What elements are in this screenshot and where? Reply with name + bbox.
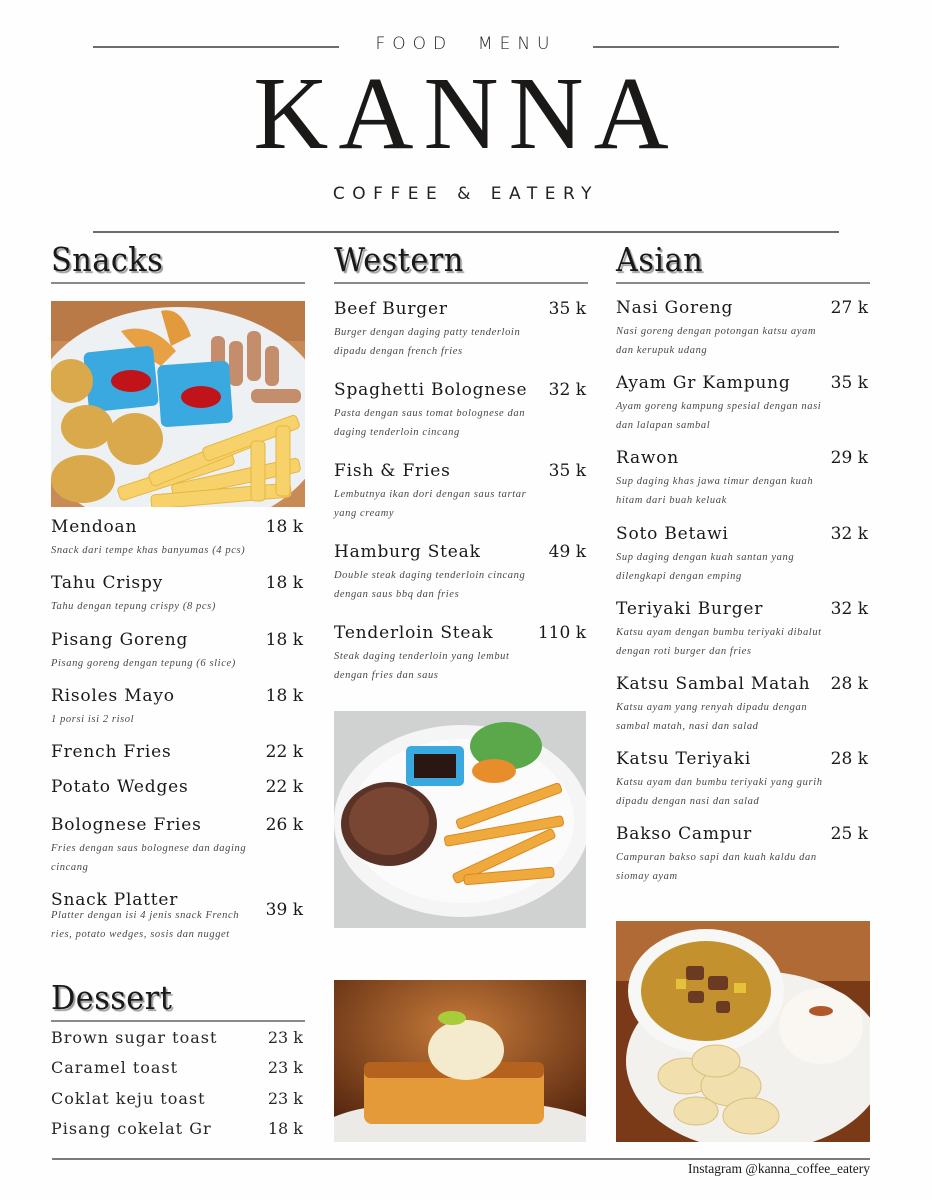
menu-item <box>51 573 305 616</box>
item-name: Tahu Crispy <box>51 573 164 593</box>
item-name: Coklat keju toast <box>51 1089 206 1108</box>
item-name: Teriyaki Burger <box>616 599 764 619</box>
item-name: Caramel toast <box>51 1058 179 1077</box>
item-price: 25 k <box>830 824 868 844</box>
item-name: Bakso Campur <box>616 824 753 844</box>
item-description: Double steak daging tenderloin cincang dengan saus bbq dan fries <box>334 570 526 600</box>
item-name: Katsu Teriyaki <box>616 749 752 769</box>
item-price: 110 k <box>537 623 586 643</box>
item-description: Pasta dengan saus tomat bolognese dan daging tenderloin cincang <box>334 408 526 438</box>
item-price: 26 k <box>265 815 303 835</box>
item-description: Steak daging tenderloin yang lembut dengan fries dan saus <box>334 651 510 681</box>
menu-item <box>616 599 870 661</box>
menu-item <box>616 674 870 736</box>
item-description: 1 porsi isi 2 risol <box>51 714 135 725</box>
menu-item <box>334 542 588 604</box>
item-description: Katsu ayam yang renyah dipadu dengan sambal matah, nasi dan salad <box>616 702 808 732</box>
item-description: Tahu dengan tepung crispy (8 pcs) <box>51 601 216 612</box>
item-name: Beef Burger <box>334 299 448 319</box>
item-description: Pisang goreng dengan tepung (6 slice) <box>51 658 236 669</box>
item-price: 18 k <box>265 517 303 537</box>
brand-name: KANNA <box>253 56 679 171</box>
item-name: Mendoan <box>51 517 138 537</box>
item-name: Potato Wedges <box>51 777 189 797</box>
item-price: 27 k <box>830 298 868 318</box>
item-price: 32 k <box>830 599 868 619</box>
soto-photo <box>616 921 870 1142</box>
item-name: Snack Platter <box>51 890 179 910</box>
menu-item <box>334 299 588 361</box>
item-description: Ayam goreng kampung spesial dengan nasi dan lalapan sambal <box>616 401 822 431</box>
item-name: Brown sugar toast <box>51 1028 218 1047</box>
item-price: 29 k <box>830 448 868 468</box>
item-description: Platter dengan isi 4 jenis snack French ries, potato wedges, sosis dan nugget <box>51 910 240 940</box>
section-title: Western <box>334 240 464 279</box>
item-price: 23 k <box>267 1058 303 1077</box>
section-title: Dessert <box>51 978 173 1017</box>
section-rule <box>51 282 305 284</box>
dessert-item <box>51 1028 305 1047</box>
item-price: 39 k <box>265 900 303 920</box>
item-description: Campuran bakso sapi dan kuah kaldu dan siomay ayam <box>616 852 817 882</box>
section-title: Asian <box>616 240 704 279</box>
item-name: Pisang Goreng <box>51 630 189 650</box>
item-description: Sup daging khas jawa timur dengan kuah hitam dari buah keluak <box>616 476 814 506</box>
menu-item <box>51 630 305 673</box>
item-price: 35 k <box>548 299 586 319</box>
dessert-item <box>51 1119 305 1138</box>
item-price: 28 k <box>830 749 868 769</box>
item-price: 28 k <box>830 674 868 694</box>
menu-item <box>51 742 305 762</box>
steak-photo <box>334 711 586 928</box>
item-description: Snack dari tempe khas banyumas (4 pcs) <box>51 545 246 556</box>
item-description: Katsu ayam dengan bumbu teriyaki dibalut dengan roti burger dan fries <box>616 627 822 657</box>
menu-item <box>51 777 305 797</box>
menu-item <box>616 524 870 586</box>
item-description: Sup daging dengan kuah santan yang dilengkapi dengan emping <box>616 552 795 582</box>
item-description: Lembutnya ikan dori dengan saus tartar yang creamy <box>334 489 527 519</box>
menu-item <box>334 623 588 685</box>
item-name: Nasi Goreng <box>616 298 734 318</box>
footer-rule <box>52 1158 870 1160</box>
section-asian <box>616 240 870 882</box>
item-name: Hamburg Steak <box>334 542 481 562</box>
item-description: Fries dengan saus bolognese dan daging cincang <box>51 843 247 873</box>
section-western <box>334 240 588 681</box>
menu-item <box>616 749 870 811</box>
item-price: 49 k <box>548 542 586 562</box>
item-description: Burger dengan daging patty tenderloin dipadu dengan french fries <box>334 327 521 357</box>
item-name: Fish & Fries <box>334 461 451 481</box>
brand-tagline: COFFEE & EATERY <box>332 184 600 204</box>
dessert-item <box>51 1058 305 1077</box>
instagram-handle: Instagram @kanna_coffee_eatery <box>688 1161 870 1176</box>
section-rule <box>51 1020 305 1022</box>
menu-item <box>616 373 870 435</box>
item-name: Ayam Gr Kampung <box>616 373 791 393</box>
menu-subtitle: FOOD MENU <box>375 34 557 54</box>
menu-item <box>334 380 588 442</box>
item-price: 32 k <box>548 380 586 400</box>
menu-item <box>616 448 870 510</box>
item-name: Soto Betawi <box>616 524 729 544</box>
menu-item <box>334 461 588 523</box>
item-description: Katsu ayam dan bumbu teriyaki yang gurih dipadu dengan nasi dan salad <box>616 777 823 807</box>
item-price: 18 k <box>265 573 303 593</box>
item-name: Bolognese Fries <box>51 815 202 835</box>
item-price: 32 k <box>830 524 868 544</box>
item-name: Rawon <box>616 448 680 468</box>
item-price: 18 k <box>265 686 303 706</box>
item-name: French Fries <box>51 742 172 762</box>
item-price: 18 k <box>265 630 303 650</box>
dessert-toast-photo <box>334 980 586 1142</box>
item-price: 18 k <box>267 1119 303 1138</box>
section-dessert <box>51 978 305 1138</box>
menu-item <box>51 815 305 877</box>
item-price: 23 k <box>267 1089 303 1108</box>
menu-item <box>51 686 305 729</box>
menu-item <box>51 517 305 560</box>
menu-item <box>616 824 870 886</box>
snack-platter-photo <box>51 301 305 507</box>
section-rule <box>334 282 588 284</box>
item-name: Katsu Sambal Matah <box>616 674 811 694</box>
item-price: 22 k <box>265 777 303 797</box>
item-price: 22 k <box>265 742 303 762</box>
menu-item <box>51 890 305 944</box>
header-rule-bottom <box>93 231 839 233</box>
item-price: 35 k <box>830 373 868 393</box>
menu-item <box>616 298 870 360</box>
item-name: Risoles Mayo <box>51 686 175 706</box>
item-price: 35 k <box>548 461 586 481</box>
item-name: Tenderloin Steak <box>334 623 494 643</box>
section-snacks <box>51 240 305 940</box>
item-description: Nasi goreng dengan potongan katsu ayam dan kerupuk udang <box>616 326 817 356</box>
dessert-item <box>51 1089 305 1108</box>
section-title: Snacks <box>51 240 164 279</box>
item-name: Pisang cokelat Gr <box>51 1119 212 1138</box>
item-name: Spaghetti Bolognese <box>334 380 528 400</box>
item-price: 23 k <box>267 1028 303 1047</box>
section-rule <box>616 282 870 284</box>
